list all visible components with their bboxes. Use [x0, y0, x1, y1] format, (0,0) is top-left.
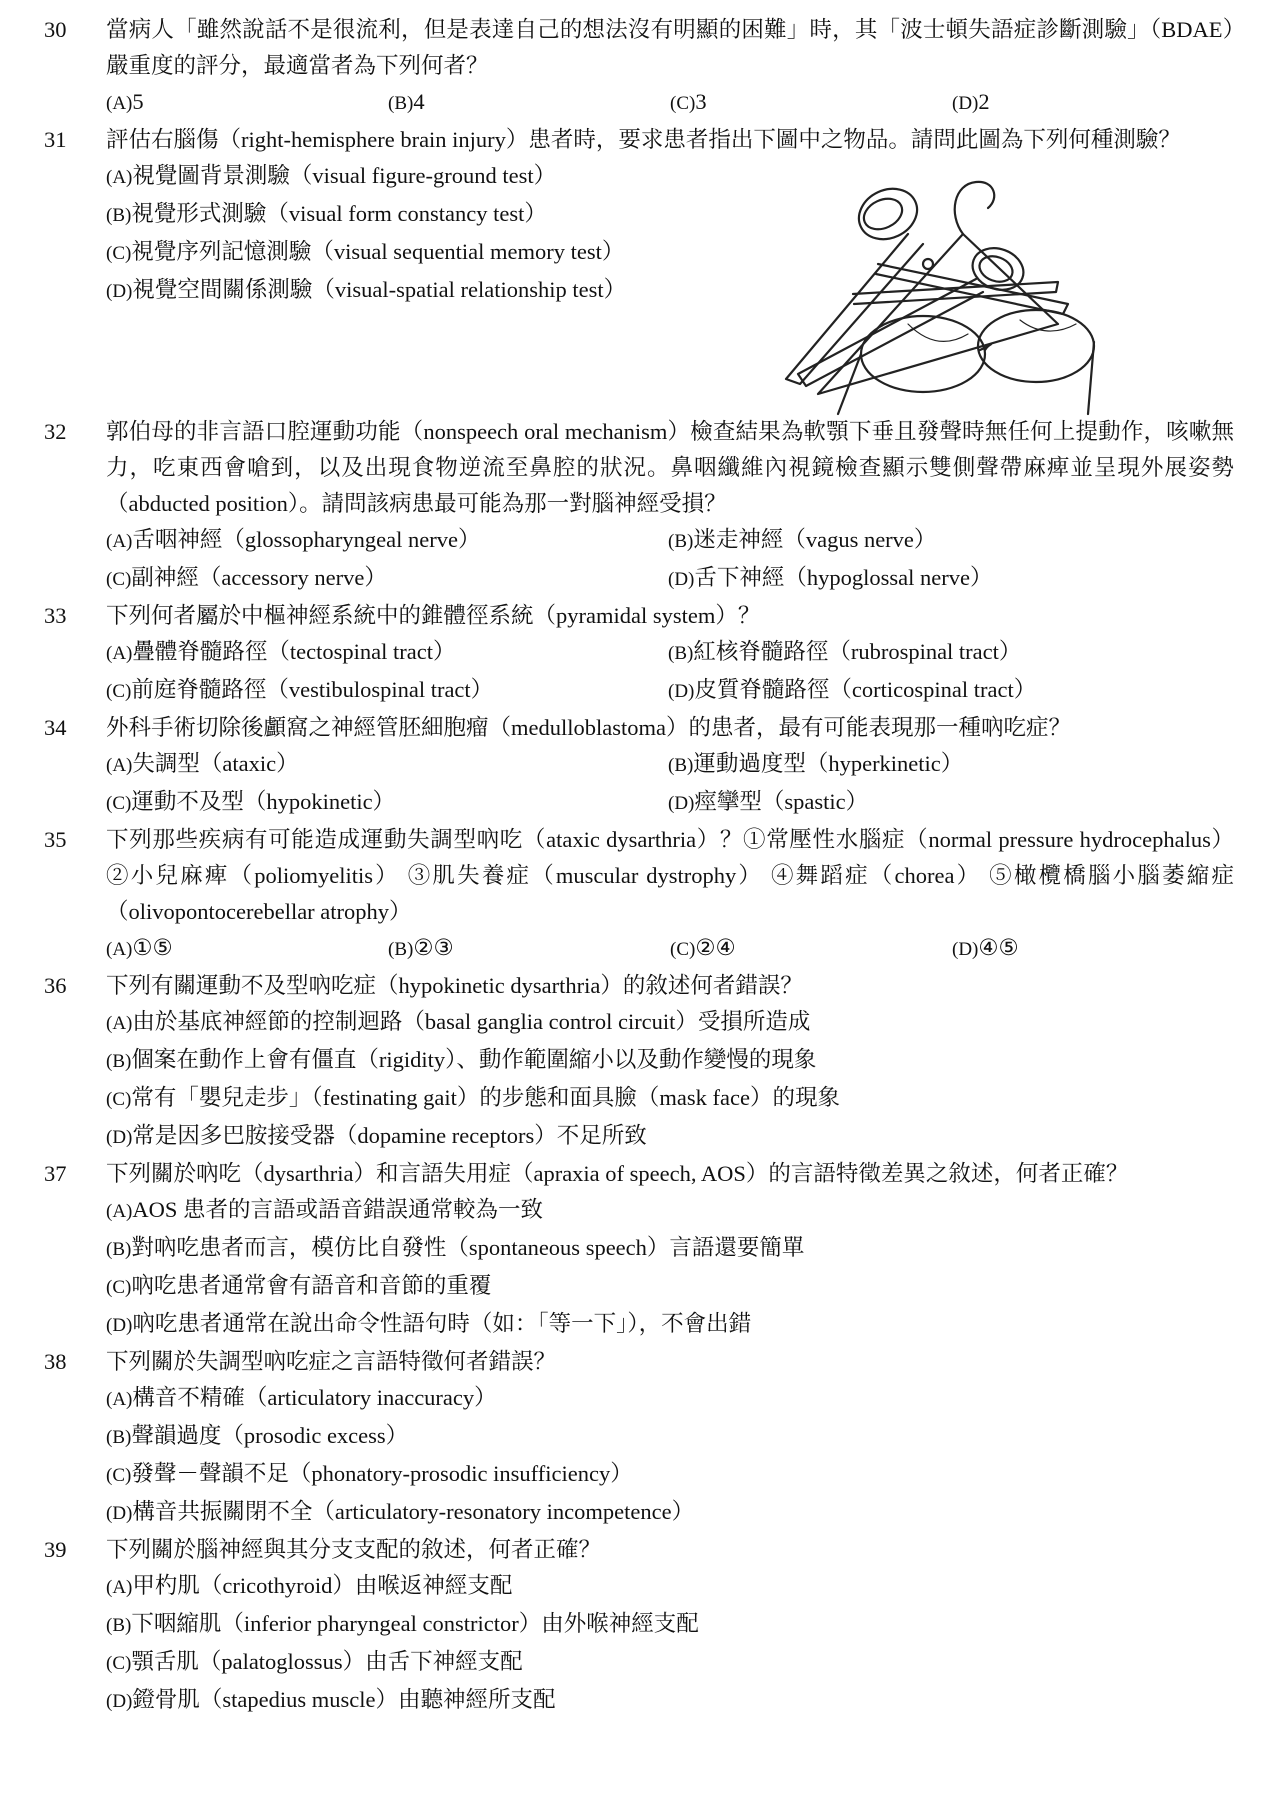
overlapping-objects-figure — [758, 174, 1113, 426]
question-number: 36 — [44, 973, 67, 998]
options-grid — [106, 634, 1234, 710]
option-b: (B)②③ — [388, 935, 454, 960]
question-number: 30 — [44, 17, 67, 42]
option-d: (D)視覺空間關係測驗（visual-spatial relationship test） — [106, 277, 627, 302]
option-a: (A)失調型（ataxic） — [106, 751, 299, 776]
option-a: (A)視覺圖背景測驗（visual figure-ground test） — [106, 163, 557, 188]
glasses-lens-icon — [978, 310, 1094, 382]
option-a: (A)由於基底神經節的控制迴路（basal ganglia control circuit）受損所造成 — [106, 1009, 811, 1034]
option-d: (D)構音共振關閉不全（articulatory-resonatory incompetence） — [106, 1499, 695, 1524]
option-b: (B)對吶吃患者而言，模仿比自發性（spontaneous speech）言語還要簡單 — [106, 1235, 805, 1260]
option-a: (A)5 — [106, 89, 144, 114]
question-stem: 郭伯母的非言語口腔運動功能（nonspeech oral mechanism）檢查結果為軟顎下垂且發聲時無任何上提動作，咳嗽無力，吃東西會嗆到，以及出現食物逆流至鼻腔的狀況。鼻咽纖維內視鏡檢查顯示雙側聲帶麻痺並呈現外展姿勢（abducted position）。請問該病患最可能為那一對腦神經受損？ — [106, 419, 1234, 516]
option-a: (A)①⑤ — [106, 935, 173, 960]
glasses-lens-icon — [861, 316, 985, 392]
question-38 — [0, 1344, 1274, 1532]
option-c: (C)3 — [670, 89, 707, 114]
options-grid — [106, 522, 1234, 598]
question-stem: 評估右腦傷（right-hemisphere brain injury）患者時，要求患者指出下圖中之物品。請問此圖為下列何種測驗？ — [106, 127, 1181, 152]
question-number: 31 — [44, 127, 67, 152]
question-30 — [0, 12, 1274, 122]
option-c: (C)常有「嬰兒走步」（festinating gait）的步態和面具臉（mask face）的現象 — [106, 1085, 840, 1110]
question-stem: 下列關於吶吃（dysarthria）和言語失用症（apraxia of speech, AOS）的言語特徵差異之敘述，何者正確？ — [106, 1161, 1129, 1186]
question-number: 38 — [44, 1349, 67, 1374]
question-number: 34 — [44, 715, 67, 740]
option-d: (D)舌下神經（hypoglossal nerve） — [668, 565, 993, 590]
option-b: (B)個案在動作上會有僵直（rigidity）、動作範圍縮小以及動作變慢的現象 — [106, 1047, 817, 1072]
scissors-hanger-glasses-drawing — [758, 174, 1113, 426]
question-stem: 外科手術切除後顱窩之神經管胚細胞瘤（medulloblastoma）的患者，最有可能表現那一種吶吃症？ — [106, 715, 1071, 740]
option-d: (D)皮質脊髓路徑（corticospinal tract） — [668, 677, 1037, 702]
option-c: (C)副神經（accessory nerve） — [106, 565, 387, 590]
option-b: (B)下咽縮肌（inferior pharyngeal constrictor）由外喉神經支配 — [106, 1611, 699, 1636]
option-b: (B)聲韻過度（prosodic excess） — [106, 1423, 409, 1448]
question-stem: 下列何者屬於中樞神經系統中的錐體徑系統（pyramidal system）？ — [106, 603, 761, 628]
option-c: (C)發聲－聲韻不足（phonatory-prosodic insufficiency） — [106, 1461, 633, 1486]
option-d: (D)痙攣型（spastic） — [668, 789, 869, 814]
option-b: (B)迷走神經（vagus nerve） — [668, 527, 937, 552]
option-c: (C)②④ — [670, 935, 736, 960]
exam-page — [0, 12, 1274, 1720]
option-d: (D)④⑤ — [952, 935, 1019, 960]
option-b: (B)運動過度型（hyperkinetic） — [668, 751, 964, 776]
option-a: (A)甲杓肌（cricothyroid）由喉返神經支配 — [106, 1573, 513, 1598]
options-row — [106, 930, 1234, 968]
option-a: (A)舌咽神經（glossopharyngeal nerve） — [106, 527, 481, 552]
option-c: (C)顎舌肌（palatoglossus）由舌下神經支配 — [106, 1649, 523, 1674]
question-37 — [0, 1156, 1274, 1344]
question-number: 37 — [44, 1161, 67, 1186]
hanger-hook-icon — [955, 182, 995, 234]
question-36 — [0, 968, 1274, 1156]
question-34 — [0, 710, 1274, 822]
question-number: 33 — [44, 603, 67, 628]
option-c: (C)運動不及型（hypokinetic） — [106, 789, 396, 814]
options-grid — [106, 746, 1234, 822]
question-number: 39 — [44, 1537, 67, 1562]
option-d: (D)常是因多巴胺接受器（dopamine receptors）不足所致 — [106, 1123, 647, 1148]
option-b: (B)4 — [388, 89, 425, 114]
question-stem: 下列關於失調型吶吃症之言語特徵何者錯誤？ — [106, 1349, 557, 1374]
question-35 — [0, 822, 1274, 968]
option-a: (A)AOS 患者的言語或語音錯誤通常較為一致 — [106, 1197, 544, 1222]
option-d: (D)吶吃患者通常在說出命令性語句時（如：「等一下」），不會出錯 — [106, 1311, 752, 1336]
question-stem: 下列有關運動不及型吶吃症（hypokinetic dysarthria）的敘述何者錯誤？ — [106, 973, 803, 998]
question-number: 32 — [44, 419, 67, 444]
question-stem: 下列關於腦神經與其分支支配的敘述，何者正確？ — [106, 1537, 602, 1562]
option-c: (C)視覺序列記憶測驗（visual sequential memory test） — [106, 239, 625, 264]
option-b: (B)紅核脊髓路徑（rubrospinal tract） — [668, 639, 1022, 664]
scissors-blade-icon — [786, 234, 923, 384]
options-row — [106, 84, 1234, 122]
question-32 — [0, 414, 1274, 598]
scissors-handle-icon — [851, 180, 926, 249]
question-number: 35 — [44, 827, 67, 852]
option-c: (C)吶吃患者通常會有語音和音節的重覆 — [106, 1273, 492, 1298]
option-d: (D)鐙骨肌（stapedius muscle）由聽神經所支配 — [106, 1687, 556, 1712]
option-a: (A)疊體脊髓路徑（tectospinal tract） — [106, 639, 456, 664]
option-c: (C)前庭脊髓路徑（vestibulospinal tract） — [106, 677, 494, 702]
option-d: (D)2 — [952, 89, 990, 114]
option-b: (B)視覺形式測驗（visual form constancy test） — [106, 201, 547, 226]
question-39 — [0, 1532, 1274, 1720]
question-stem: 下列那些疾病有可能造成運動失調型吶吃（ataxic dysarthria）？①常壓性水腦症（normal pressure hydrocephalus） ②小兒麻痺（poliomyelitis） ③肌失養症（muscular dystrophy） ④舞蹈症（chorea） ⑤橄欖橋腦小腦萎縮症（olivopontocerebellar atrophy） — [106, 827, 1234, 924]
glasses-temple-icon — [1088, 342, 1094, 414]
question-stem: 當病人「雖然說話不是很流利，但是表達自己的想法沒有明顯的困難」時，其「波士頓失語症診斷測驗」（BDAE）嚴重度的評分，最適當者為下列何者？ — [106, 17, 1234, 78]
option-a: (A)構音不精確（articulatory inaccuracy） — [106, 1385, 497, 1410]
question-33 — [0, 598, 1274, 710]
